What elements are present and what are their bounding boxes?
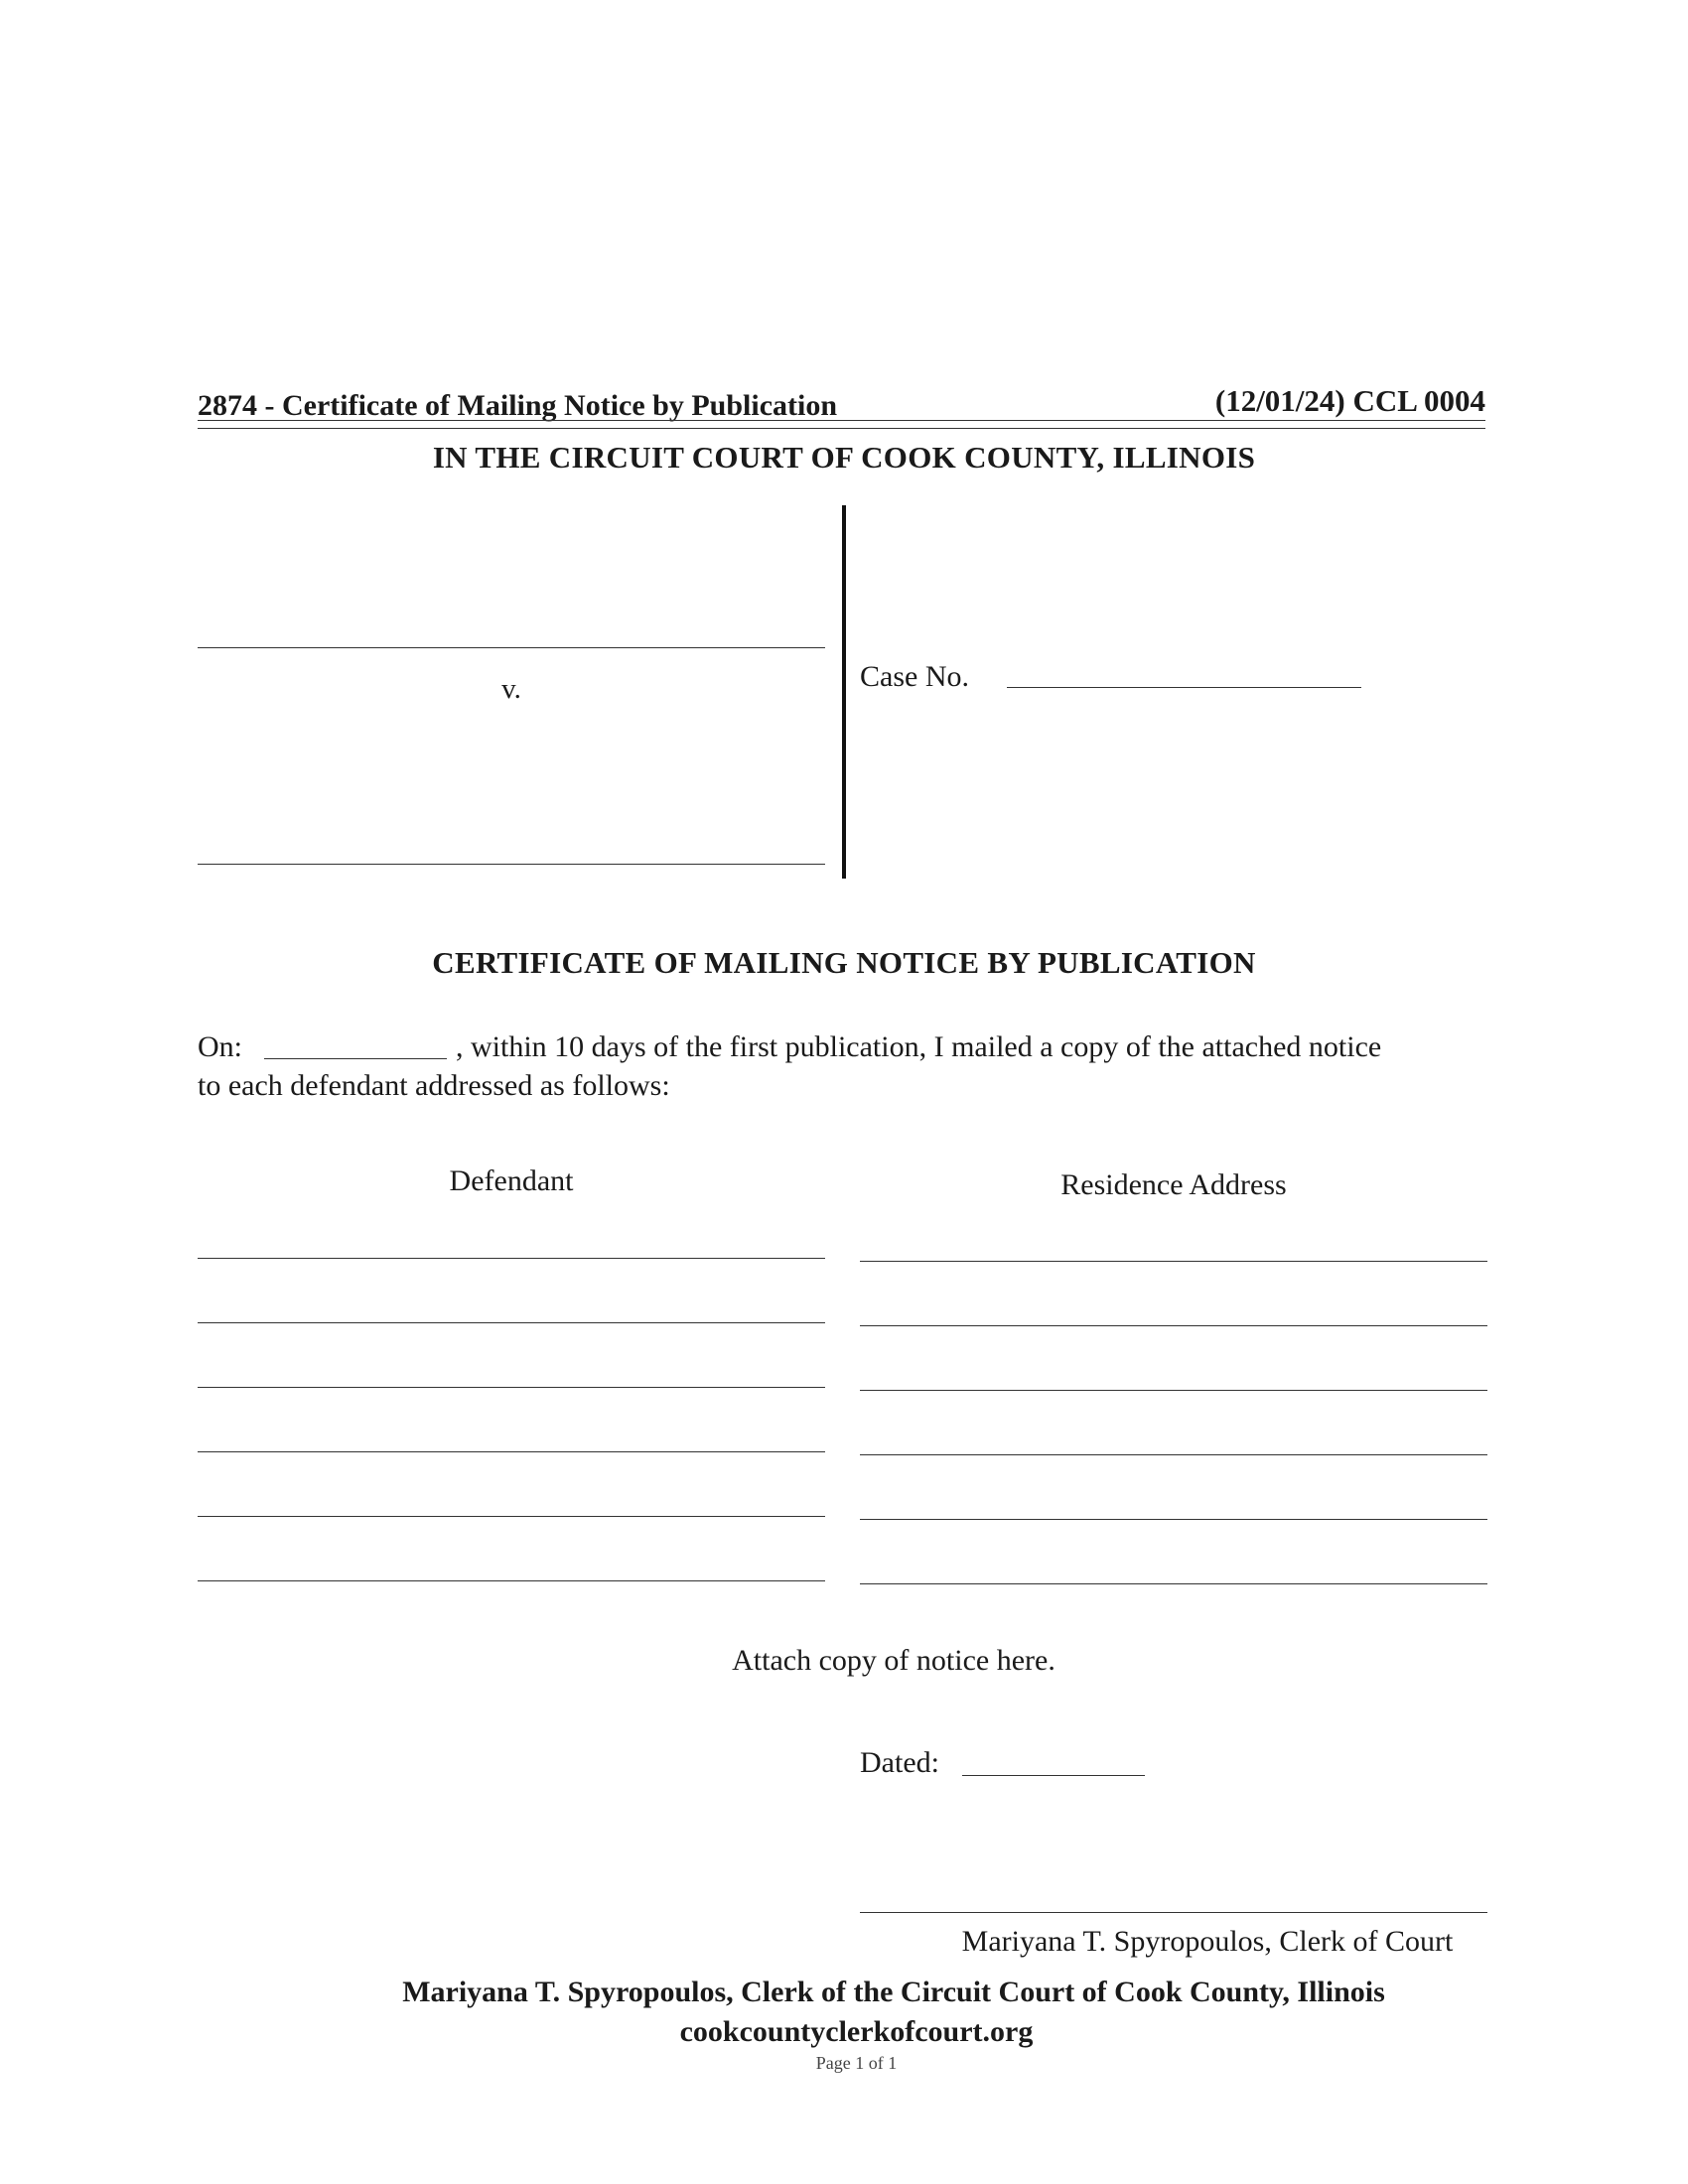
footer-clerk: Mariyana T. Spyropoulos, Clerk of the Circuit Court of Cook County, Illinois	[402, 1976, 1385, 2008]
versus-label: v.	[501, 673, 521, 705]
address-field-3[interactable]	[860, 1390, 1487, 1391]
address-field-4[interactable]	[860, 1454, 1487, 1455]
case-number-field[interactable]	[1007, 687, 1361, 688]
on-date-label: On:	[198, 1030, 242, 1063]
address-field-5[interactable]	[860, 1519, 1487, 1520]
signature-field[interactable]	[860, 1912, 1487, 1913]
defendant-field-2[interactable]	[198, 1322, 825, 1323]
certificate-text-line-2: to each defendant addressed as follows:	[198, 1069, 670, 1102]
header-rule-bottom	[198, 428, 1485, 429]
footer-website: cookcountyclerkofcourt.org	[679, 2015, 1034, 2048]
certificate-title: CERTIFICATE OF MAILING NOTICE BY PUBLICATION	[432, 945, 1256, 980]
address-field-6[interactable]	[860, 1583, 1487, 1584]
defendant-field-1[interactable]	[198, 1258, 825, 1259]
address-field-2[interactable]	[860, 1325, 1487, 1326]
defendant-field-5[interactable]	[198, 1516, 825, 1517]
defendant-column-header: Defendant	[449, 1164, 574, 1197]
dated-label: Dated:	[860, 1746, 939, 1779]
form-title: 2874 - Certificate of Mailing Notice by Publication	[198, 389, 838, 422]
page-number: Page 1 of 1	[815, 2053, 898, 2073]
certificate-text-line-1: , within 10 days of the first publication, I mailed a copy of the attached notice	[456, 1030, 1382, 1063]
mailing-date-field[interactable]	[264, 1058, 447, 1059]
form-code: (12/01/24) CCL 0004	[1214, 383, 1485, 418]
header-rule-top	[198, 420, 1485, 421]
caption-divider	[842, 505, 846, 879]
defendant-field-4[interactable]	[198, 1451, 825, 1452]
dated-field[interactable]	[962, 1775, 1145, 1776]
address-column-header: Residence Address	[1060, 1168, 1287, 1201]
court-heading: IN THE CIRCUIT COURT OF COOK COUNTY, ILLINOIS	[432, 440, 1256, 475]
address-field-1[interactable]	[860, 1261, 1487, 1262]
defendant-name-field[interactable]	[198, 864, 825, 865]
plaintiff-name-field[interactable]	[198, 647, 825, 648]
defendant-field-3[interactable]	[198, 1387, 825, 1388]
case-number-label: Case No.	[860, 660, 969, 693]
defendant-field-6[interactable]	[198, 1580, 825, 1581]
attach-notice-text: Attach copy of notice here.	[732, 1644, 1055, 1677]
signature-name: Mariyana T. Spyropoulos, Clerk of Court	[961, 1925, 1454, 1958]
